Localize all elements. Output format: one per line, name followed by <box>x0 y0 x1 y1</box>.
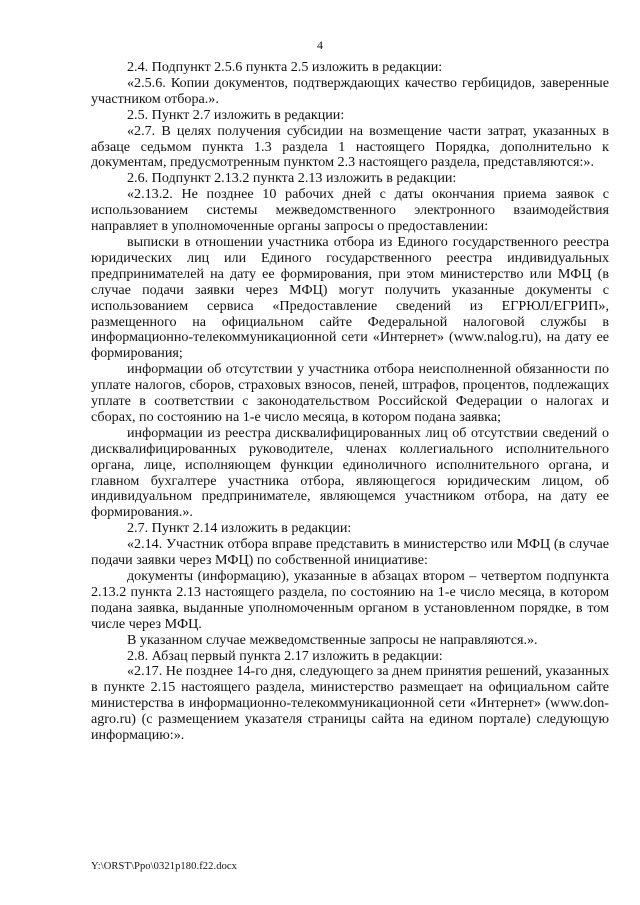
paragraph: 2.6. Подпункт 2.13.2 пункта 2.13 изложить в редакции: <box>127 170 457 187</box>
paragraph: 2.4. Подпункт 2.5.6 пункта 2.5 изложить в редакции: <box>127 59 443 75</box>
paragraph: 2.7. Пункт 2.14 изложить в редакции: <box>127 520 352 537</box>
paragraph: документы (информацию), указанные в абзацах втором – четвертом подпункта 2.13.2 пункта 2.13 настоящего раздела, по состоянию на 1-е число месяца, в котором подана заявка, выданные уполномоченным органом в установленном порядке, в том числе через МФЦ. <box>91 568 609 632</box>
paragraph: 2.8. Абзац первый пункта 2.17 изложить в редакции: <box>127 647 443 664</box>
page-number: 4 <box>317 38 323 52</box>
paragraph: В указанном случае межведомственные запросы не направляются.». <box>127 631 538 648</box>
paragraph: информации об отсутствии у участника отбора неисполненной обязанности по уплате налогов, сборов, страховых взносов, пеней, штрафов, процентов, подлежащих уплате в соответствии с законодательством Российской Федерации о налогах и сборах, по состоянию на 1-е число месяца, в котором подана заявка; <box>91 361 609 425</box>
document-body <box>91 60 609 744</box>
paragraph: выписки в отношении участника отбора из Единого государственного реестра юридических лиц или Единого государственного реестра индивидуальных предпринимателей на дату ее формирования, при этом министерство или МФЦ (в случае подачи заявки через МФЦ) могут получить указанные документы с использованием сервиса «Предоставление сведений из ЕГРЮЛ/ЕГРИП», размещенного на официальном сайте Федеральной налоговой службы в информационно-телекоммуникационной сети «Интернет» (www.nalog.ru), на дату ее формирования; <box>91 233 609 362</box>
footer-file-path: Y:\ORST\Ppo\0321p180.f22.docx <box>91 861 238 872</box>
paragraph: «2.5.6. Копии документов, подтверждающих качество гербицидов, заверенные участником отбора.». <box>91 74 609 107</box>
paragraph: «2.13.2. Не позднее 10 рабочих дней с даты окончания приема заявок с использованием системы межведомственного электронного взаимодействия направляет в уполномоченные органы запросы о предоставлении: <box>91 186 609 235</box>
paragraph: информации из реестра дисквалифицированных лиц об отсутствии сведений о дисквалифицированных руководителе, членах коллегиального исполнительного органа, лице, исполняющем функции единоличного исполнительного органа, и главном бухгалтере участника отбора, являющегося юридическим лицом, об индивидуальном предпринимателе, являющемся участником отбора, на дату ее формирования.». <box>91 424 609 521</box>
paragraph: «2.17. Не позднее 14-го дня, следующего за днем принятия решений, указанных в пункте 2.15 настоящего раздела, министерство размещает на официальном сайте министерства в информационно-телекоммуникационной сети «Интернет» (www.don-agro.ru) (с размещением указателя страницы сайта на едином портале) следующую информацию:». <box>91 663 609 744</box>
paragraph: «2.7. В целях получения субсидии на возмещение части затрат, указанных в абзаце седьмом пункта 1.3 раздела 1 настоящего Порядка, дополнительно к документам, предусмотренным пунктом 2.3 настоящего раздела, представляются:». <box>91 122 609 171</box>
paragraph: 2.5. Пункт 2.7 изложить в редакции: <box>127 106 345 123</box>
paragraph: «2.14. Участник отбора вправе представить в министерство или МФЦ (в случае подачи заявки через МФЦ) по собственной инициативе: <box>91 536 609 569</box>
